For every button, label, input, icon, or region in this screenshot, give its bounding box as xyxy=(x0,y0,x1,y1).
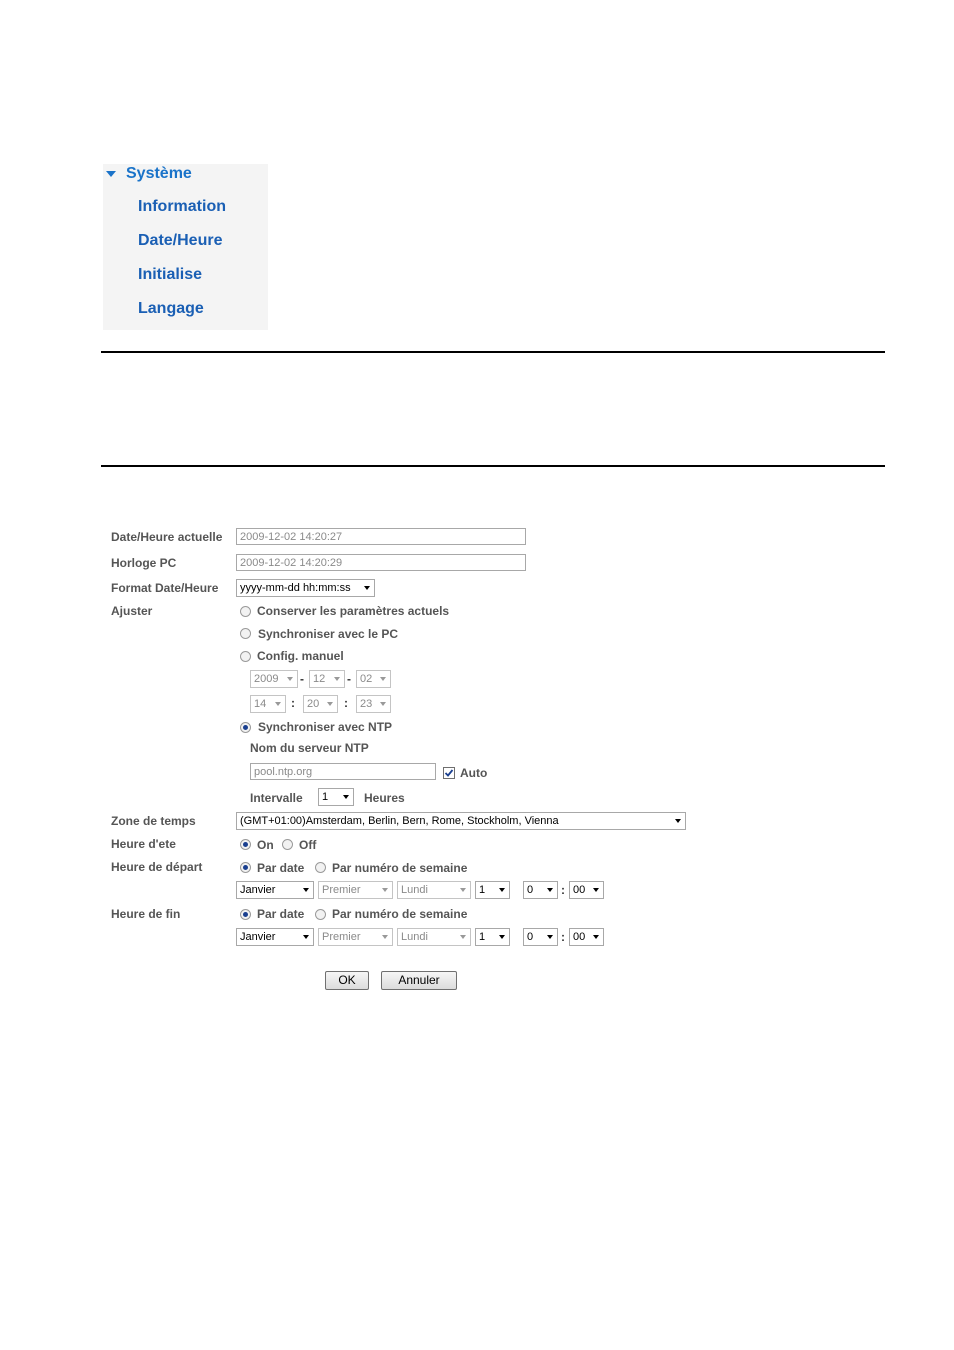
radio-dst-off[interactable] xyxy=(282,839,293,850)
manual-day-value: 02 xyxy=(360,673,373,685)
end-month-value: Janvier xyxy=(240,931,276,943)
chevron-down-icon xyxy=(547,935,553,939)
end-hour-select[interactable] xyxy=(523,928,558,946)
time-separator: : xyxy=(291,696,295,710)
keep-settings-label: Conserver les paramètres actuels xyxy=(257,604,450,618)
sync-ntp-label: Synchroniser avec NTP xyxy=(258,720,393,734)
dst-label: Heure d'ete xyxy=(111,837,176,851)
start-week-select[interactable] xyxy=(318,881,393,899)
chevron-down-icon xyxy=(380,677,386,681)
manual-second-select[interactable] xyxy=(356,695,391,713)
hours-label: Heures xyxy=(364,791,405,805)
divider-top xyxy=(101,351,885,353)
menu-item-initialise[interactable]: Initialise xyxy=(138,266,203,283)
chevron-down-icon xyxy=(275,702,281,706)
current-datetime-field: 2009-12-02 14:20:27 xyxy=(236,528,526,545)
menu-item-langage[interactable]: Langage xyxy=(138,300,204,317)
manual-minute-value: 20 xyxy=(307,698,320,710)
chevron-down-icon xyxy=(593,888,599,892)
adjust-label: Ajuster xyxy=(111,604,153,618)
chevron-down-icon xyxy=(547,888,553,892)
pc-clock-field: 2009-12-02 14:20:29 xyxy=(236,554,526,571)
end-minute-select[interactable] xyxy=(569,928,604,946)
interval-value: 1 xyxy=(322,791,329,803)
chevron-down-icon xyxy=(460,935,466,939)
auto-checkbox[interactable] xyxy=(443,767,455,779)
radio-sync-ntp[interactable] xyxy=(240,722,251,733)
sync-pc-label: Synchroniser avec le PC xyxy=(258,627,399,641)
menu-item-information[interactable]: Information xyxy=(138,198,226,215)
date-separator: - xyxy=(300,672,304,686)
date-separator: - xyxy=(347,672,351,686)
cancel-button[interactable]: Annuler xyxy=(381,971,457,990)
sidebar-menu xyxy=(103,164,268,330)
end-day-value: Lundi xyxy=(401,931,428,943)
manual-month-select[interactable] xyxy=(309,670,345,688)
end-month-select[interactable] xyxy=(236,928,314,946)
ntp-server-label: Nom du serveur NTP xyxy=(250,741,369,755)
time-separator: : xyxy=(344,696,348,710)
interval-label: Intervalle xyxy=(250,791,303,805)
start-by-date-label: Par date xyxy=(257,861,305,875)
manual-hour-value: 14 xyxy=(254,698,267,710)
manual-hour-select[interactable] xyxy=(250,695,286,713)
radio-end-by-week[interactable] xyxy=(315,909,326,920)
end-day-select[interactable] xyxy=(397,928,471,946)
timezone-label: Zone de temps xyxy=(111,814,196,828)
end-hour-value: 0 xyxy=(527,931,534,943)
start-by-week-label: Par numéro de semaine xyxy=(332,861,468,875)
timezone-value: (GMT+01:00)Amsterdam, Berlin, Bern, Rome, Stockholm, Vienna xyxy=(240,815,559,827)
chevron-down-icon xyxy=(382,888,388,892)
start-week-value: Premier xyxy=(322,884,361,896)
chevron-down-icon xyxy=(343,795,349,799)
start-hour-value: 0 xyxy=(527,884,534,896)
manual-year-select[interactable] xyxy=(250,670,298,688)
start-time-label: Heure de départ xyxy=(111,860,203,874)
auto-label: Auto xyxy=(460,766,488,780)
end-week-select[interactable] xyxy=(318,928,393,946)
chevron-down-icon xyxy=(499,888,505,892)
start-month-select[interactable] xyxy=(236,881,314,899)
chevron-down-icon xyxy=(460,888,466,892)
end-date-select[interactable] xyxy=(475,928,510,946)
menu-item-date-heure[interactable]: Date/Heure xyxy=(138,232,223,249)
start-day-select[interactable] xyxy=(397,881,471,899)
ok-button[interactable]: OK xyxy=(325,971,369,990)
chevron-down-icon xyxy=(675,819,681,823)
end-by-date-label: Par date xyxy=(257,907,305,921)
current-datetime-label: Date/Heure actuelle xyxy=(111,530,223,544)
format-select-value: yyyy-mm-dd hh:mm:ss xyxy=(240,582,351,594)
radio-end-by-date[interactable] xyxy=(240,909,251,920)
radio-start-by-week[interactable] xyxy=(315,862,326,873)
check-icon xyxy=(444,768,454,778)
manual-year-value: 2009 xyxy=(254,673,279,685)
radio-sync-pc[interactable] xyxy=(240,628,251,639)
chevron-down-icon xyxy=(364,586,370,590)
start-minute-value: 00 xyxy=(573,884,586,896)
end-week-value: Premier xyxy=(322,931,361,943)
chevron-down-icon xyxy=(303,888,309,892)
manual-day-select[interactable] xyxy=(356,670,391,688)
radio-keep-settings[interactable] xyxy=(240,606,251,617)
manual-config-label: Config. manuel xyxy=(257,649,344,663)
chevron-down-icon xyxy=(327,702,333,706)
chevron-down-icon xyxy=(303,935,309,939)
pc-clock-label: Horloge PC xyxy=(111,556,177,570)
divider-bottom xyxy=(101,465,885,467)
start-month-value: Janvier xyxy=(240,884,276,896)
start-day-value: Lundi xyxy=(401,884,428,896)
chevron-down-icon xyxy=(334,677,340,681)
end-by-week-label: Par numéro de semaine xyxy=(332,907,468,921)
format-label: Format Date/Heure xyxy=(111,581,219,595)
manual-month-value: 12 xyxy=(313,673,326,685)
ntp-server-input[interactable]: pool.ntp.org xyxy=(250,763,436,780)
dst-on-label: On xyxy=(257,838,274,852)
start-date-value: 1 xyxy=(479,884,486,896)
start-hour-select[interactable] xyxy=(523,881,558,899)
chevron-down-icon xyxy=(380,702,386,706)
manual-minute-select[interactable] xyxy=(303,695,338,713)
start-minute-select[interactable] xyxy=(569,881,604,899)
chevron-down-icon xyxy=(499,935,505,939)
end-date-value: 1 xyxy=(479,931,486,943)
chevron-down-icon xyxy=(287,677,293,681)
radio-start-by-date[interactable] xyxy=(240,862,251,873)
manual-second-value: 23 xyxy=(360,698,373,710)
radio-dst-on[interactable] xyxy=(240,839,251,850)
time-separator: : xyxy=(561,930,565,944)
interval-select[interactable] xyxy=(318,788,354,806)
start-date-select[interactable] xyxy=(475,881,510,899)
chevron-down-icon xyxy=(593,935,599,939)
end-minute-value: 00 xyxy=(573,931,586,943)
time-separator: : xyxy=(561,883,565,897)
triangle-down-icon xyxy=(106,171,116,177)
chevron-down-icon xyxy=(382,935,388,939)
dst-off-label: Off xyxy=(299,838,317,852)
timezone-select[interactable] xyxy=(236,812,686,830)
radio-manual-config[interactable] xyxy=(240,651,251,662)
menu-section-label: Système xyxy=(126,165,192,182)
menu-section-systeme[interactable] xyxy=(105,164,192,184)
end-time-label: Heure de fin xyxy=(111,907,181,921)
format-select[interactable] xyxy=(236,579,375,597)
